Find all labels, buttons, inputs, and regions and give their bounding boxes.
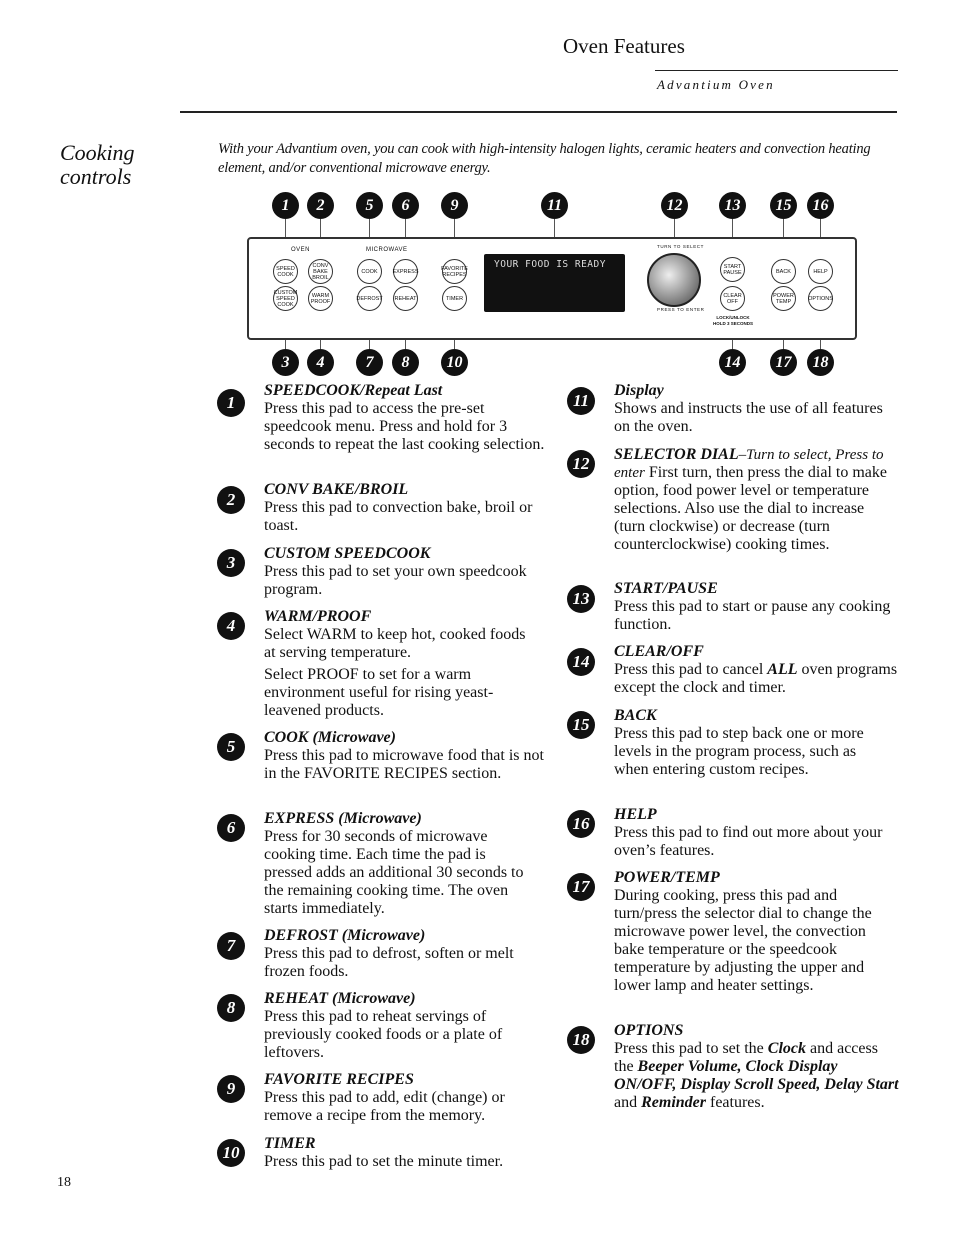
microwave-group-label: MICROWAVE — [366, 247, 408, 253]
item-13-title: START/PAUSE — [614, 580, 718, 597]
item-18-body-a: Press this pad to set the — [614, 1040, 768, 1057]
callout-15: 15 — [770, 192, 797, 219]
callout-10: 10 — [441, 349, 468, 376]
item-2-badge: 2 — [217, 486, 245, 514]
item-16-title: HELP — [614, 806, 657, 823]
item-1-badge: 1 — [217, 389, 245, 417]
item-17-badge: 17 — [567, 873, 595, 901]
callout-5: 5 — [356, 192, 383, 219]
selector-dial[interactable] — [647, 253, 701, 307]
item-14-body-pre: Press this pad to cancel — [614, 661, 768, 678]
item-17-body: During cooking, press this pad and turn/press the selector dial to change the microwave power level, the convection bake temperature or the speedcook temperature by adjusting the upper and lower lamp and heater settings. — [614, 887, 872, 994]
item-18-body-d: features. — [706, 1094, 765, 1111]
item-7-body: Press this pad to defrost, soften or melt frozen foods. — [264, 945, 514, 980]
back-pad[interactable]: BACK — [771, 259, 796, 284]
express-pad[interactable]: EXPRESS — [393, 259, 418, 284]
item-14-body — [614, 661, 899, 697]
dial-bottom-label: PRESS TO ENTER — [657, 307, 705, 312]
item-14-title: CLEAR/OFF — [614, 643, 704, 660]
item-5-badge: 5 — [217, 733, 245, 761]
item-18-body — [614, 1040, 899, 1112]
callout-2: 2 — [307, 192, 334, 219]
item-12-body: First turn, then press the dial to make option, food power level or temperature selections. Also use the dial to increase (turn clockwise) or decrease (turn counterclockwise) cooking times. — [614, 464, 888, 553]
callout-14: 14 — [719, 349, 746, 376]
item-13-body: Press this pad to start or pause any cooking function. — [614, 598, 891, 633]
item-3-body: Press this pad to set your own speedcook program. — [264, 563, 527, 598]
callout-12: 12 — [661, 192, 688, 219]
item-18-em-c: Reminder — [641, 1094, 706, 1111]
callout-16: 16 — [807, 192, 834, 219]
callout-6: 6 — [392, 192, 419, 219]
item-6-body: Press for 30 seconds of microwave cooking time. Each time the pad is pressed adds an additional 30 seconds to the remaining cooking time. The oven starts immediately. — [264, 828, 524, 917]
section-subtitle: Advantium Oven — [657, 77, 775, 92]
item-4-body-2: Select PROOF to set for a warm environment useful for rising yeast-leavened products. — [264, 666, 494, 719]
item-10-body: Press this pad to set the minute timer. — [264, 1153, 504, 1170]
item-16-body: Press this pad to find out more about your oven’s features. — [614, 824, 883, 859]
item-11-title: Display — [614, 382, 664, 399]
item-18-body-b: and access the — [614, 1040, 878, 1075]
item-5-body: Press this pad to microwave food that is not in the FAVORITE RECIPES section. — [264, 747, 544, 782]
item-2-body: Press this pad to convection bake, broil or toast. — [264, 499, 533, 534]
cook-pad[interactable]: COOK — [357, 259, 382, 284]
item-3-title: CUSTOM SPEEDCOOK — [264, 545, 431, 562]
section-title: Oven Features — [563, 34, 685, 58]
lock-label: LOCK/UNLOCK HOLD 3 SECONDS — [712, 315, 753, 326]
side-heading: Cooking controls — [60, 140, 135, 189]
item-7-badge: 7 — [217, 932, 245, 960]
item-15-title: BACK — [614, 707, 657, 724]
item-12-title: SELECTOR DIAL — [614, 446, 739, 463]
item-4-title: WARM/PROOF — [264, 608, 372, 625]
item-8-body: Press this pad to reheat servings of previously cooked foods or a plate of leftovers. — [264, 1008, 503, 1061]
item-12-title-rest: –Turn to select, Press to enter — [614, 447, 884, 481]
item-18-badge: 18 — [567, 1026, 595, 1054]
item-18-em-b: Beeper Volume, Clock Display ON/OFF, Display Scroll Speed, Delay Start — [614, 1058, 899, 1093]
header-rule — [180, 111, 897, 113]
oven-group-label: OVEN — [291, 247, 311, 253]
item-8-badge: 8 — [217, 994, 245, 1022]
defrost-pad[interactable]: DEFROST — [357, 286, 382, 311]
item-13-badge: 13 — [567, 585, 595, 613]
item-17-title: POWER/TEMP — [614, 869, 720, 886]
speedcook-pad[interactable]: SPEED COOK — [273, 259, 298, 284]
item-10-badge: 10 — [217, 1139, 245, 1167]
item-12-text — [614, 446, 899, 554]
item-1-body: Press this pad to access the pre-set speedcook menu. Press and hold for 3 seconds to repeat the last cooking selection. — [264, 400, 545, 453]
oven-display — [484, 254, 625, 312]
item-6-badge: 6 — [217, 814, 245, 842]
reheat-pad[interactable]: REHEAT — [393, 286, 418, 311]
help-pad[interactable]: HELP — [808, 259, 833, 284]
display-text: YOUR FOOD IS READY — [494, 259, 606, 270]
item-11-body: Shows and instructs the use of all features on the oven. — [614, 400, 883, 435]
item-9-body: Press this pad to add, edit (change) or remove a recipe from the memory. — [264, 1089, 505, 1124]
callout-11: 11 — [541, 192, 568, 219]
options-pad[interactable]: OPTIONS — [808, 286, 833, 311]
callout-13: 13 — [719, 192, 746, 219]
item-4-badge: 4 — [217, 612, 245, 640]
item-3-badge: 3 — [217, 549, 245, 577]
callout-18: 18 — [807, 349, 834, 376]
item-14-body-post: oven programs except the clock and timer. — [614, 661, 898, 696]
intro-paragraph: With your Advantium oven, you can cook with high-intensity halogen lights, ceramic heaters and convection heating element, and/or conventional microwave energy. — [218, 141, 871, 176]
warm-proof-pad[interactable]: WARM PROOF — [308, 286, 333, 311]
page-number: 18 — [57, 1175, 71, 1190]
item-18-em-a: Clock — [767, 1040, 806, 1057]
callout-1: 1 — [272, 192, 299, 219]
item-14-body-em: ALL — [767, 661, 798, 678]
conv-bake-pad[interactable]: CONV BAKE BROIL — [308, 259, 333, 284]
favorite-recipes-pad[interactable]: FAVORITE RECIPES — [442, 259, 467, 284]
item-9-title: FAVORITE RECIPES — [264, 1071, 414, 1088]
clear-off-pad[interactable]: CLEAR OFF — [720, 286, 745, 311]
item-11-badge: 11 — [567, 387, 595, 415]
item-18-body-c: and — [614, 1094, 642, 1111]
item-12-badge: 12 — [567, 450, 595, 478]
power-temp-pad[interactable]: POWER TEMP — [771, 286, 796, 311]
callout-9: 9 — [441, 192, 468, 219]
callout-17: 17 — [770, 349, 797, 376]
item-16-badge: 16 — [567, 810, 595, 838]
title-rule — [655, 70, 898, 71]
dial-top-label: TURN TO SELECT — [657, 244, 704, 249]
callout-4: 4 — [307, 349, 334, 376]
item-15-body: Press this pad to step back one or more levels in the program process, such as when entering custom recipes. — [614, 725, 864, 778]
item-2-title: CONV BAKE/BROIL — [264, 481, 409, 498]
item-5-title: COOK (Microwave) — [264, 729, 396, 746]
item-4-body: Select WARM to keep hot, cooked foods at serving temperature. — [264, 626, 526, 661]
item-18-title: OPTIONS — [614, 1022, 684, 1039]
item-6-title: EXPRESS (Microwave) — [264, 810, 422, 827]
item-9-badge: 9 — [217, 1075, 245, 1103]
item-7-title: DEFROST (Microwave) — [264, 927, 426, 944]
item-10-title: TIMER — [264, 1135, 316, 1152]
start-pause-pad[interactable]: START PAUSE — [720, 257, 745, 282]
timer-pad[interactable]: TIMER — [442, 286, 467, 311]
callout-7: 7 — [356, 349, 383, 376]
callout-8: 8 — [392, 349, 419, 376]
item-15-badge: 15 — [567, 711, 595, 739]
custom-speedcook-pad[interactable]: CUSTOM SPEED COOK — [273, 286, 298, 311]
callout-3: 3 — [272, 349, 299, 376]
item-1-title: SPEEDCOOK/Repeat Last — [264, 382, 443, 399]
item-8-title: REHEAT (Microwave) — [264, 990, 416, 1007]
item-14-badge: 14 — [567, 648, 595, 676]
